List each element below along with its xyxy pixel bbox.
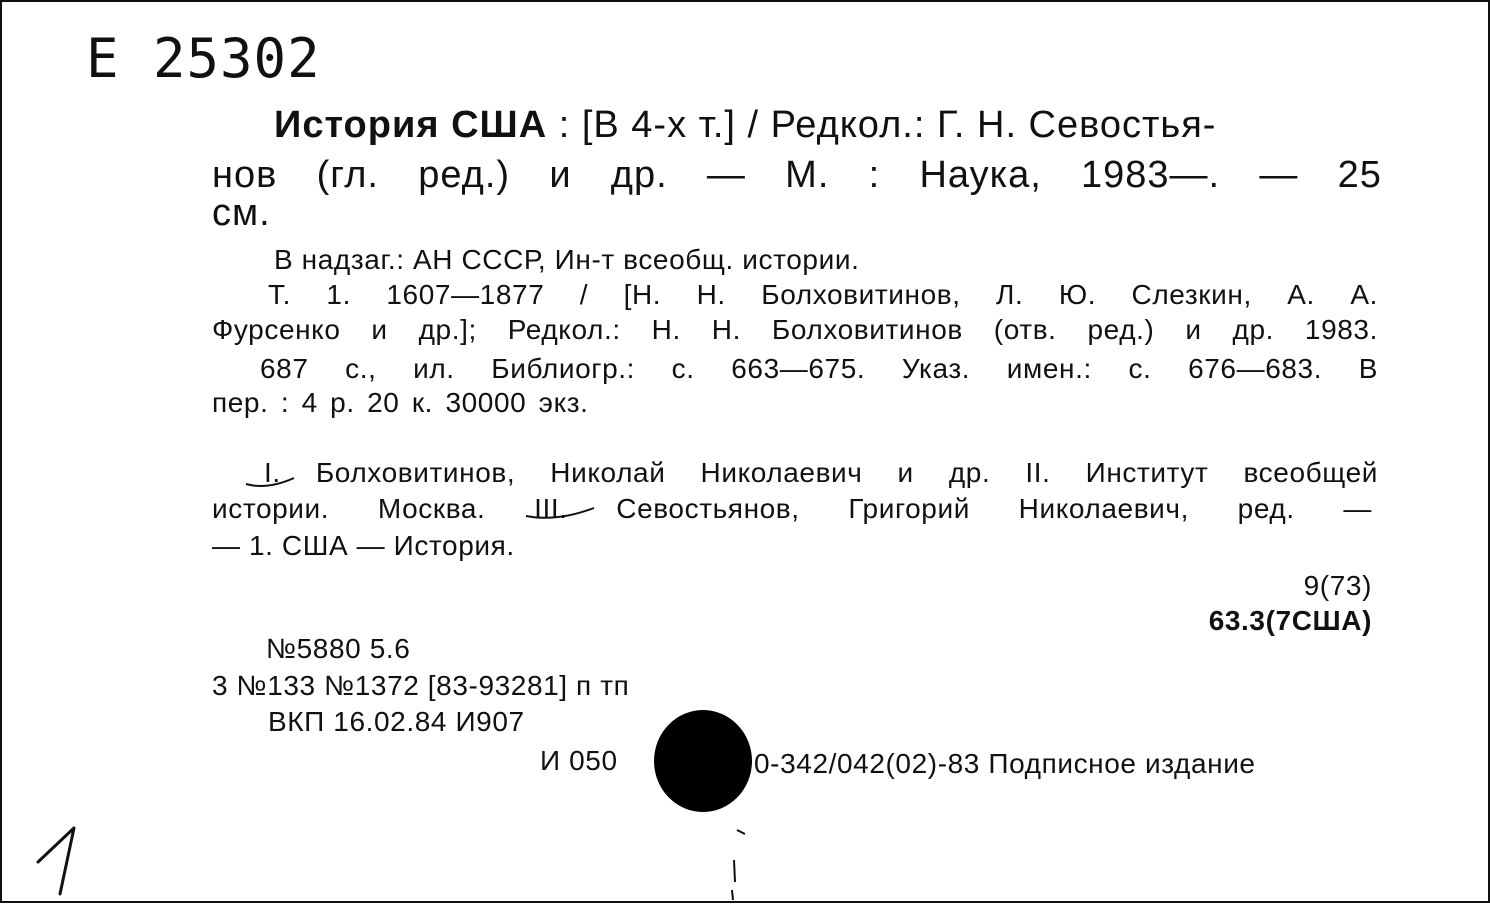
tracing-line-2: истории. Москва. III. Севостьянов, Григорий Николаевич, ред. — [212,493,1372,524]
title-bold: История США [274,104,548,146]
title-line-2-word: нов [212,154,278,196]
title-line-2-word: ред.) [418,154,511,196]
title-line-2-word: — [1259,154,1299,196]
order-line-1: №5880 5.6 [266,633,411,664]
title-line-2-word: М. [785,154,830,196]
volume-line-4: пер. : 4 р. 20 к. 30000 экз. [212,387,589,418]
title-line-1 [274,106,1216,144]
title-line-2-word: 25 [1337,154,1382,196]
volume-line-2: Фурсенко и др.]; Редкол.: Н. Н. Болховитинов (отв. ред.) и др. 1983. [212,314,1378,345]
note-line: В надзаг.: АН СССР, Ин-т всеобщ. истории. [274,244,860,275]
classification-1: 9(73) [1303,570,1372,601]
call-number: Е 25302 [86,27,321,90]
title-line-2-word: : [868,154,881,196]
title-line-2-word: 1983—. [1081,154,1221,196]
title-line-3: см. [212,192,271,234]
code-right: 0-342/042(02)-83 Подписное издание [754,748,1256,779]
classification-2: 63.3(7США) [1208,605,1372,636]
code-left: И 050 [540,745,618,776]
title-line-2-word: (гл. [316,154,379,196]
title-line-2 [212,156,1382,194]
handwritten-number [32,822,102,902]
order-line-2: 3 №133 №1372 [83-93281] п тп [212,670,630,701]
order-line-3: ВКП 16.02.84 И907 [268,706,525,737]
tracing-line-3: — 1. США — История. [212,530,515,561]
title-rest: : [В 4-х т.] / Редкол.: Г. Н. Севостья- [547,104,1217,146]
punch-hole [654,710,752,812]
volume-line-3: 687 с., ил. Библиогр.: с. 663—675. Указ. имен.: с. 676—683. В [260,353,1378,384]
title-line-2-word: Наука, [919,154,1042,196]
volume-line-1: Т. 1. 1607—1877 / [Н. Н. Болховитинов, Л. Ю. Слезкин, А. А. [268,279,1378,310]
title-line-2-word: и [549,154,572,196]
title-line-2-word: др. [610,154,668,196]
title-line-2-word: — [706,154,746,196]
tracing-line-1: I. Болховитинов, Николай Николаевич и др. II. Институт всеобщей [264,457,1378,488]
